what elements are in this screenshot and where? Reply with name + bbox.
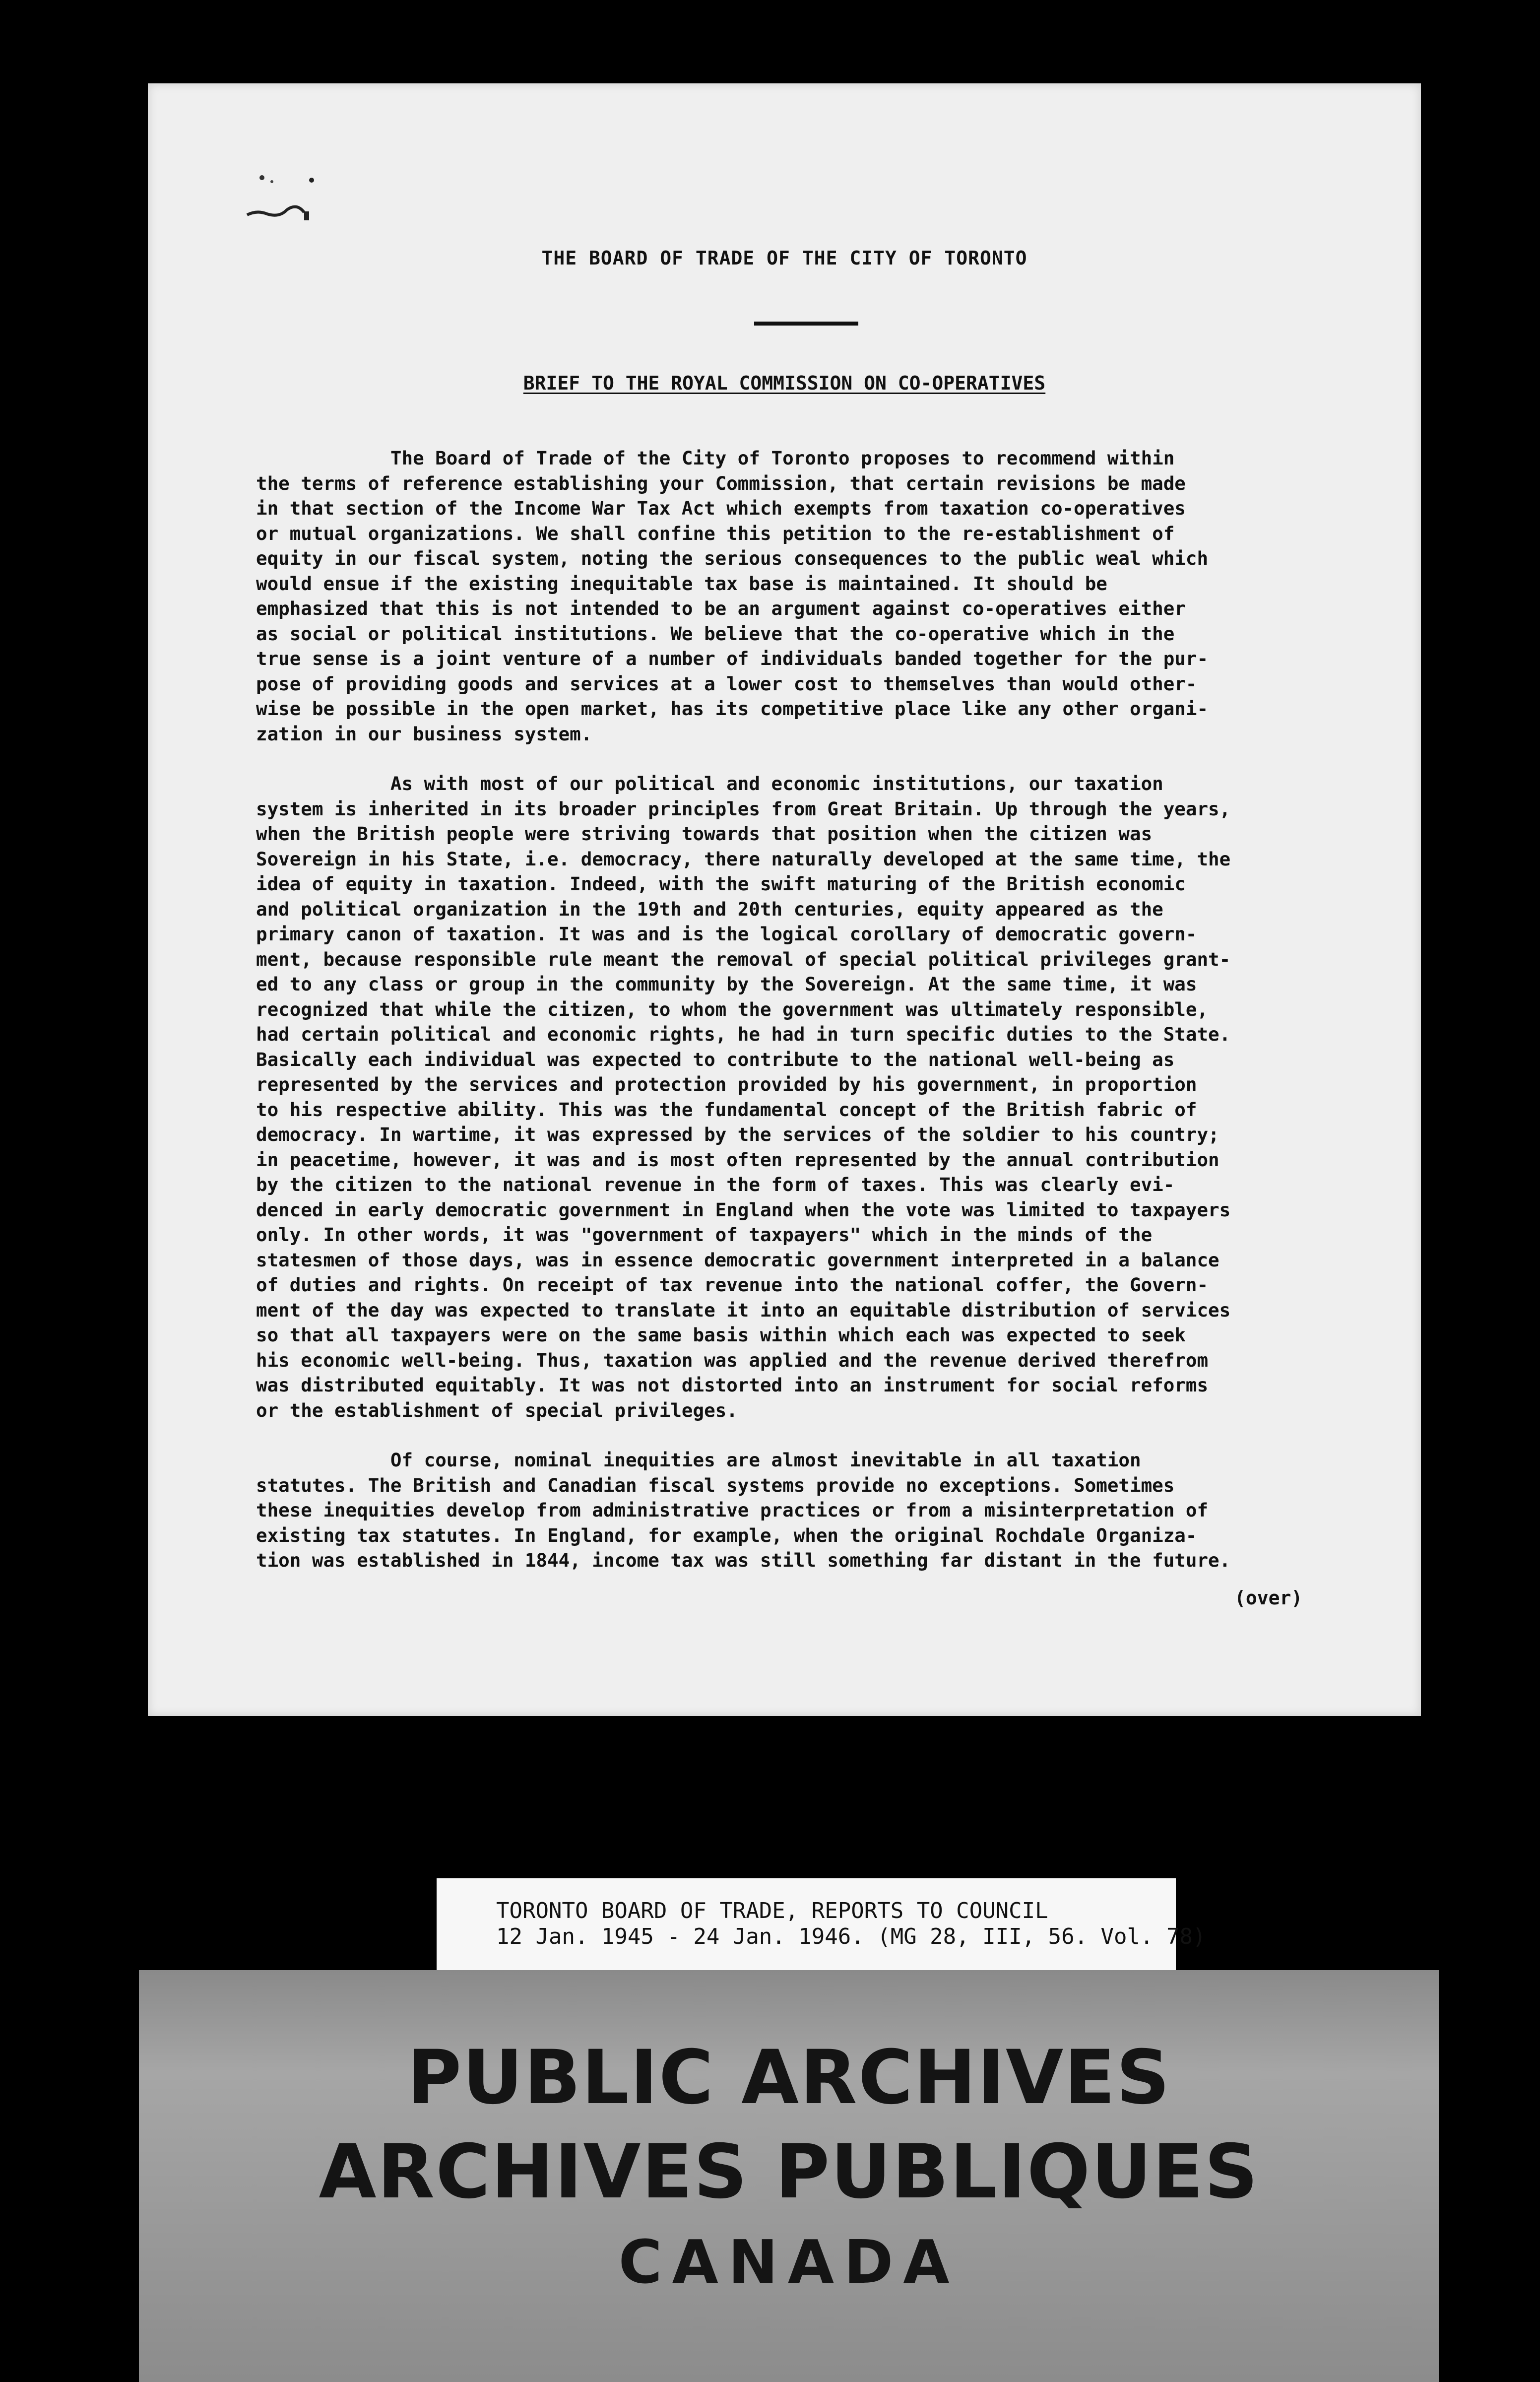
text-line: or mutual organizations. We shall confine this petition to the re-establishment of <box>256 522 1175 544</box>
text-line: the terms of reference establishing your Commission, that certain revisions be made <box>256 472 1186 494</box>
archive-label <box>437 1878 1206 1975</box>
archive-label-line-1: TORONTO BOARD OF TRADE, REPORTS TO COUNCIL <box>496 1898 1048 1923</box>
text-line: would ensue if the existing inequitable tax base is maintained. It should be <box>256 572 1107 595</box>
text-line: statesmen of those days, was in essence democratic government interpreted in a balance <box>256 1249 1219 1271</box>
text-line: ment of the day was expected to translate it into an equitable distribution of services <box>256 1299 1231 1321</box>
text-line: primary canon of taxation. It was and is the logical corollary of democratic govern- <box>256 923 1197 945</box>
stamp-line-3: CANADA <box>618 2228 960 2297</box>
text-line: represented by the services and protection provided by his government, in proportion <box>256 1073 1197 1095</box>
text-line: denced in early democratic government in England when the vote was limited to taxpayers <box>256 1198 1231 1221</box>
text-line: true sense is a joint venture of a number of individuals banded together for the pur- <box>256 648 1209 669</box>
title-divider <box>754 322 858 326</box>
paragraph-1 <box>256 446 1338 746</box>
text-line: in peacetime, however, it was and is most often represented by the annual contribution <box>256 1148 1219 1171</box>
text-line: ed to any class or group in the community by the Sovereign. At the same time, it was <box>256 973 1197 995</box>
over-note: (over) <box>1234 1587 1303 1609</box>
text-line: Basically each individual was expected to contribute to the national well-being as <box>256 1048 1175 1070</box>
text-line: these inequities develop from administrative practices or from a misinterpretation of <box>256 1499 1209 1521</box>
text-line: existing tax statutes. In England, for example, when the original Rochdale Organiza- <box>256 1524 1197 1546</box>
text-line: ment, because responsible rule meant the removal of special political privileges grant- <box>256 948 1231 970</box>
text-line: of duties and rights. On receipt of tax revenue into the national coffer, the Govern- <box>256 1274 1209 1296</box>
document-page <box>148 83 1421 1716</box>
text-line: or the establishment of special privileges. <box>256 1399 738 1421</box>
archives-stamp <box>139 1970 1439 2382</box>
text-line: system is inherited in its broader principles from Great Britain. Up through the years, <box>256 797 1231 820</box>
text-line: statutes. The British and Canadian fiscal systems provide no exceptions. Sometimes <box>256 1474 1175 1496</box>
text-line: when the British people were striving towards that position when the citizen was <box>256 823 1153 845</box>
text-line: so that all taxpayers were on the same basis within which each was expected to seek <box>256 1324 1186 1346</box>
text-line: recognized that while the citizen, to whom the government was ultimately responsible, <box>256 998 1209 1020</box>
paragraph-gap <box>256 1423 1338 1448</box>
paragraph-gap <box>256 746 1338 771</box>
text-line: had certain political and economic rights, he had in turn specific duties to the State. <box>256 1023 1231 1045</box>
text-line: and political organization in the 19th and 20th centuries, equity appeared as the <box>256 898 1163 920</box>
ink-smudge-icon <box>237 153 346 232</box>
text-line: to his respective ability. This was the fundamental concept of the British fabric of <box>256 1098 1197 1121</box>
text-line: as social or political institutions. We believe that the co-operative which in the <box>256 622 1175 645</box>
document-title: THE BOARD OF TRADE OF THE CITY OF TORONTO <box>541 247 1027 269</box>
stamp-line-1: PUBLIC ARCHIVES <box>407 2035 1171 2121</box>
text-line: his economic well-being. Thus, taxation was applied and the revenue derived therefrom <box>256 1349 1209 1371</box>
text-line: As with most of our political and economic institutions, our taxation <box>256 773 1163 794</box>
text-line: by the citizen to the national revenue in the form of taxes. This was clearly evi- <box>256 1174 1175 1195</box>
text-line: was distributed equitably. It was not distorted into an instrument for social reforms <box>256 1374 1209 1396</box>
paragraph-2 <box>256 771 1338 1423</box>
text-line: zation in our business system. <box>256 723 592 745</box>
text-line: Of course, nominal inequities are almost inevitable in all taxation <box>256 1449 1141 1471</box>
paragraph-3 <box>256 1448 1338 1573</box>
text-line: Sovereign in his State, i.e. democracy, there naturally developed at the same time, the <box>256 848 1231 870</box>
text-line: The Board of Trade of the City of Toronto proposes to recommend within <box>256 447 1175 469</box>
text-line: only. In other words, it was "government of taxpayers" which in the minds of the <box>256 1224 1153 1246</box>
document-subtitle: BRIEF TO THE ROYAL COMMISSION ON CO-OPERATIVES <box>523 372 1046 394</box>
text-line: idea of equity in taxation. Indeed, with the swift maturing of the British economic <box>256 873 1186 895</box>
text-line: emphasized that this is not intended to be an argument against co-operatives either <box>256 597 1186 619</box>
text-line: tion was established in 1844, income tax was still something far distant in the future. <box>256 1549 1231 1571</box>
stamp-line-2: ARCHIVES PUBLIQUES <box>319 2129 1259 2215</box>
text-line: wise be possible in the open market, has its competitive place like any other organi- <box>256 698 1209 720</box>
document-body <box>256 446 1338 1573</box>
text-line: in that section of the Income War Tax Act which exempts from taxation co-operatives <box>256 497 1186 519</box>
text-line: equity in our fiscal system, noting the serious consequences to the public weal which <box>256 547 1209 569</box>
archive-label-line-2: 12 Jan. 1945 - 24 Jan. 1946. (MG 28, III, 56. Vol. 78) <box>496 1924 1206 1949</box>
text-line: pose of providing goods and services at a lower cost to themselves than would other- <box>256 672 1197 695</box>
text-line: democracy. In wartime, it was expressed by the services of the soldier to his country; <box>256 1124 1219 1145</box>
